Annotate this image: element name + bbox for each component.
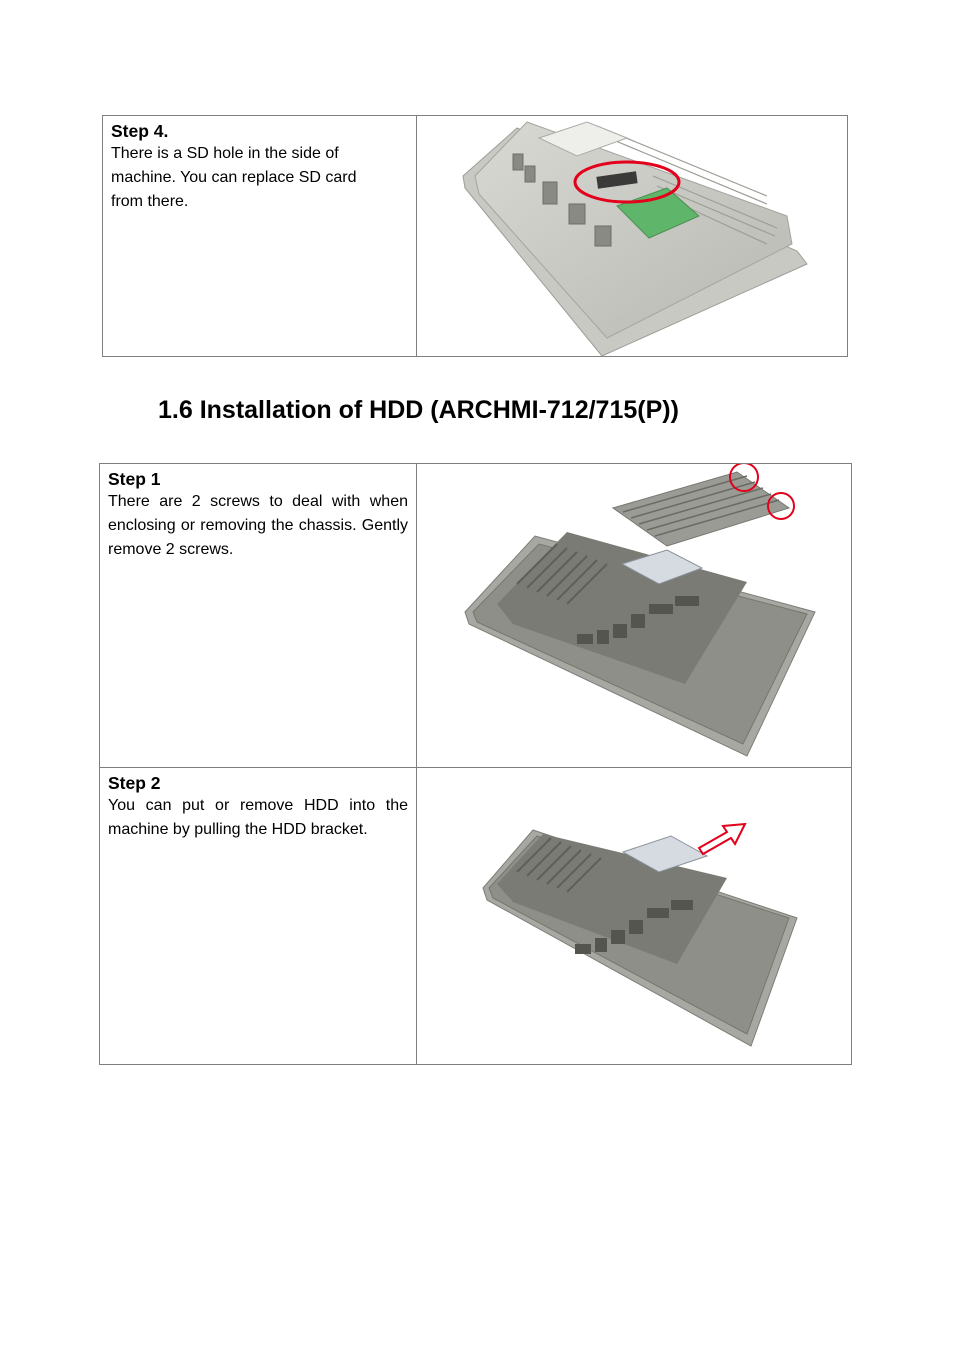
- chassis-screws-photo: [417, 464, 851, 768]
- step4-description: There is a SD hole in the side of machine. You can replace SD card from there.: [111, 145, 357, 210]
- step4-table: [102, 115, 848, 357]
- step1-heading: Step 1: [108, 469, 161, 489]
- sd-slot-photo: [417, 116, 847, 357]
- step2-text-cell: [100, 768, 417, 1065]
- step2-image-cell: [417, 768, 852, 1065]
- pull-direction-arrow: [699, 824, 745, 854]
- step1-image-cell: [417, 464, 852, 768]
- step4-heading: Step 4.: [111, 121, 169, 141]
- hdd-steps-table: [99, 463, 852, 1065]
- step1-description: There are 2 screws to deal with when enclosing or removing the chassis. Gently remove 2 screws.: [108, 493, 408, 558]
- step2-description: You can put or remove HDD into the machine by pulling the HDD bracket.: [108, 797, 408, 838]
- step1-text-cell: [100, 464, 417, 768]
- step4-image-cell: [417, 116, 848, 357]
- step2-heading: Step 2: [108, 773, 161, 793]
- section-title: 1.6 Installation of HDD (ARCHMI-712/715(P)): [158, 396, 679, 424]
- hdd-bracket-photo: [417, 768, 851, 1065]
- step4-text-cell: [103, 116, 417, 357]
